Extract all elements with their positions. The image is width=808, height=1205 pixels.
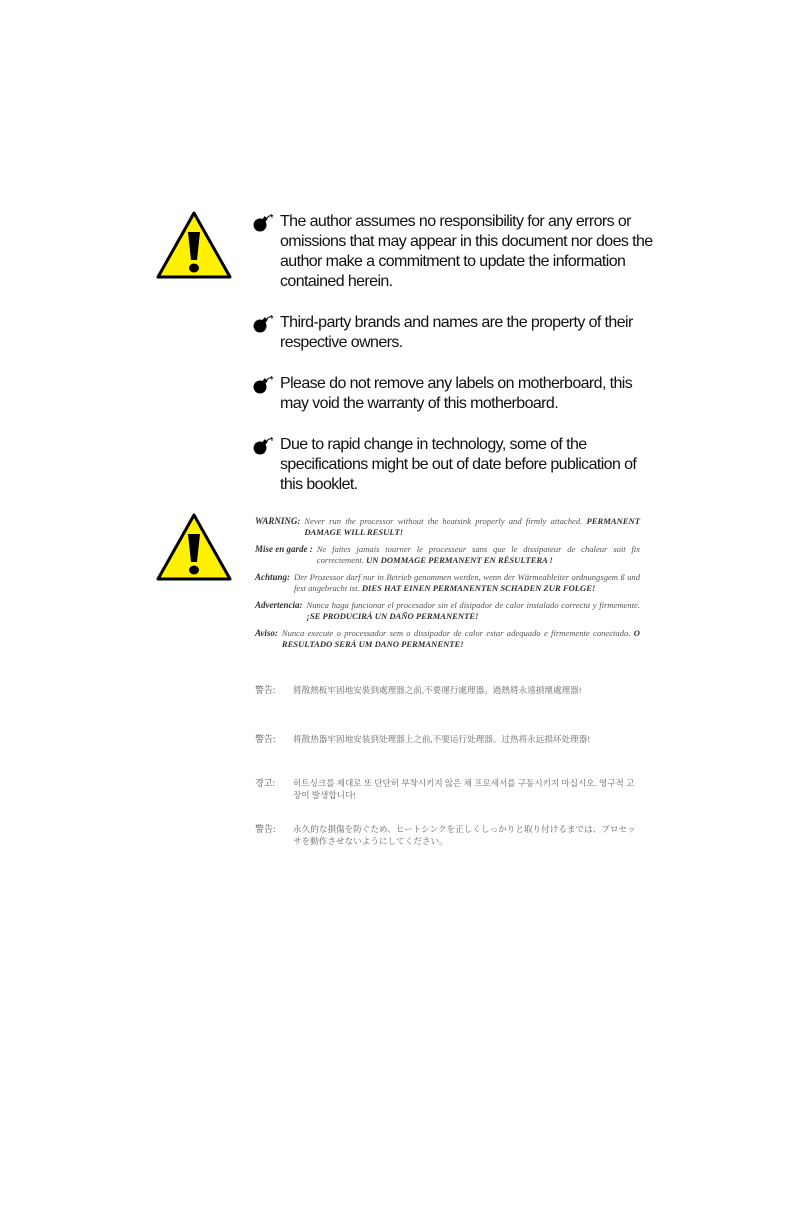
warning-label: Achtung: (255, 572, 291, 582)
bomb-icon (252, 375, 274, 395)
warning-label: Mise en garde : (255, 544, 313, 554)
warning-row-de (255, 572, 640, 594)
bomb-icon (252, 436, 274, 456)
disclaimer-list (252, 212, 662, 516)
warning-text: 히트싱크를 제대로 또 단단히 부착시키지 않은 채 프로세서를 구동시키지 마십시오. 영구적 고장이 발생합니다! (293, 778, 635, 800)
warning-label: WARNING: (255, 516, 301, 526)
warning-row-ja (255, 823, 640, 847)
list-item (252, 435, 662, 495)
warning-triangle-icon (155, 210, 233, 280)
list-item (252, 374, 662, 414)
warning-label: Aviso: (255, 628, 278, 638)
warning-text: Never run the processor without the heatsink properly and firmly attached. PERMANENT DAMAGE WILL RESULT! (304, 516, 640, 537)
list-item (252, 313, 662, 353)
warning-row-pt (255, 628, 640, 650)
warning-row-zh-tw (255, 684, 640, 696)
warning-text: Nunca execute o processador sem o dissipador de calor estar adequado e firmemente conectado. O RESULTADO SERÁ UM DANO PERMANENTE! (281, 628, 640, 649)
warning-text: 将散热器牢固地安装到处理器上之前,不要运行处理器。过热将永远损坏处理器! (293, 734, 591, 744)
spec-change-text: Due to rapid change in technology, some of the specifications might be out of date before publication of this booklet. (280, 436, 637, 493)
warning-text: 將散熱板牢固地安裝到處理器之前,不要運行處理器。過熱將永遠損壞處理器! (293, 685, 582, 695)
warning-row-fr (255, 544, 640, 566)
bomb-icon (252, 314, 274, 334)
asian-warnings (255, 684, 640, 847)
warning-text: Nunca haga funcionar el procesador sin el disipador de calor instalado correcta y firmemente. ¡SE PRODUCIRÁ UN DAÑO PERMANENTE! (306, 600, 640, 621)
warning-text: Ne faites jamais tourner le processeur sans que le dissipateur de chaleur soit fix correctement. UN DOMMAGE PERMANENT EN RÉSULTERA ! (316, 544, 640, 565)
warning-label: 경고: (255, 778, 275, 788)
warning-label: 警告: (255, 685, 276, 695)
warning-row-zh-cn (255, 733, 640, 745)
warning-label: 警告: (255, 734, 276, 744)
trademark-text: Third-party brands and names are the property of their respective owners. (280, 314, 633, 351)
bomb-icon (252, 213, 274, 233)
warning-label: 警告: (255, 824, 276, 834)
warning-label: Advertencia: (255, 600, 303, 610)
warning-text: Der Prozessor darf nur in Betrieb genommen werden, wenn der Wärmeableiter ordnungsgem ß und fest angebracht ist. DIES HAT EINEN PERMANENTEN SCHADEN ZUR FOLGE! (294, 572, 640, 593)
heatsink-warnings (255, 516, 640, 656)
warning-row-ko (255, 777, 640, 801)
list-item (252, 212, 662, 292)
warning-text: 永久的な損傷を防ぐため、ヒートシンクを正しくしっかりと取り付けるまでは、プロセッサを動作させないようにしてください。 (293, 824, 636, 846)
label-warning-text: Please do not remove any labels on motherboard, this may void the warranty of this motherboard. (280, 375, 633, 412)
disclaimer-text: The author assumes no responsibility for any errors or omissions that may appear in this document nor does the author make a commitment to update the information contained herein. (280, 213, 653, 290)
warning-row-es (255, 600, 640, 622)
warning-row-en (255, 516, 640, 538)
warning-triangle-icon (155, 512, 233, 582)
